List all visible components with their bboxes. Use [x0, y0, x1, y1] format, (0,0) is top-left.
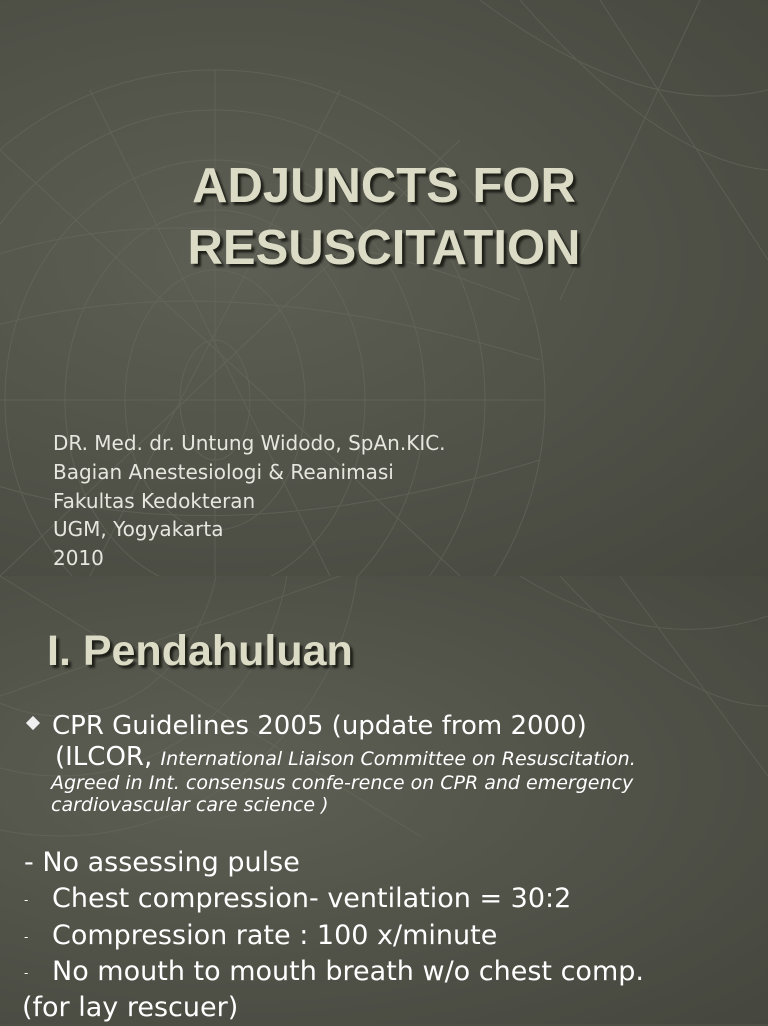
list-item: - No assessing pulse [24, 847, 300, 878]
bullet-line-2 [55, 742, 636, 774]
faculty: Fakultas Kedokteran [53, 488, 256, 513]
university: UGM, Yogyakarta [53, 517, 224, 542]
list-item: No mouth to mouth breath w/o chest comp. [52, 956, 644, 987]
dash-marker: - [24, 893, 29, 907]
ilcor-definition: International Liaison Committee on Resuscitation. [160, 748, 636, 770]
bullet-line-1: CPR Guidelines 2005 (update from 2000) [52, 711, 587, 741]
year: 2010 [53, 546, 104, 571]
section-title: I. Pendahuluan [47, 627, 353, 675]
author-credits [53, 429, 446, 573]
dash-marker: - [24, 930, 29, 944]
title-line-2: RESUSCITATION [187, 221, 581, 275]
bullet-line-4: cardiovascular care science ) [51, 794, 329, 816]
ilcor-prefix: (ILCOR, [55, 742, 161, 772]
title-line-1: ADJUNCTS FOR [192, 159, 576, 213]
slide-title [0, 155, 768, 279]
list-item: Compression rate : 100 x/minute [52, 920, 498, 951]
list-item: (for lay rescuer) [22, 992, 239, 1023]
list-item: Chest compression- ventilation = 30:2 [52, 883, 572, 914]
author-name: DR. Med. dr. Untung Widodo, SpAn.KIC. [53, 431, 446, 455]
bullet-line-3: Agreed in Int. consensus confe-rence on CPR and emergency [51, 772, 634, 794]
department: Bagian Anestesiologi & Reanimasi [53, 459, 394, 484]
dash-marker: - [24, 966, 29, 980]
